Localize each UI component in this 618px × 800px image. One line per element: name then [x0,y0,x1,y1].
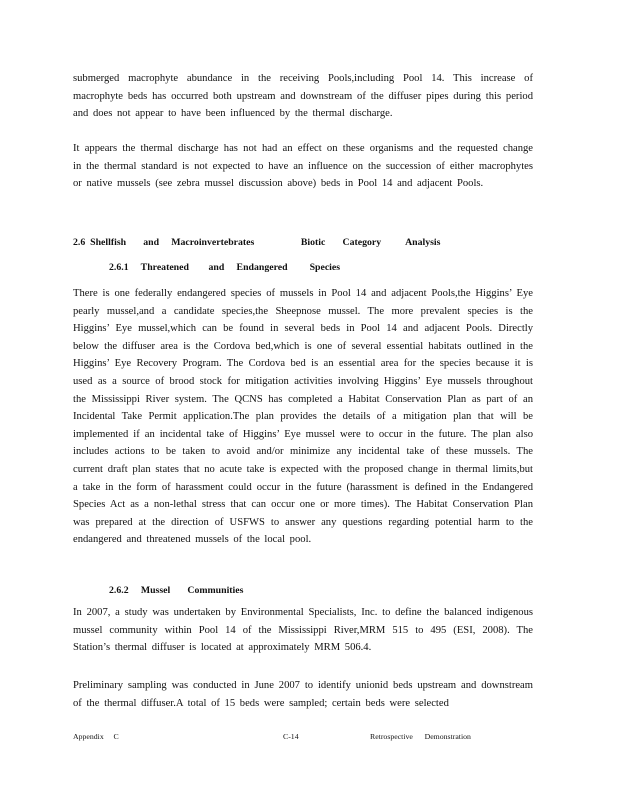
paragraph-mussel-study: In 2007, a study was undertaken by Environmental Specialists, Inc. to define the balanced indigenous mussel community within Pool 14 of the Mississippi River,MRM 515 to 495 (ESI, 2008). The Station’s thermal diffuser is located at approximately MRM 506.4. [73,607,533,654]
paragraph-endangered-species: There is one federally endangered species of mussels in Pool 14 and adjacent Pools,the Higgins’ Eye pearly mussel,and a candidate species,the Sheepnose mussel. The more prevalent species is the Higgins’ Eye mussel,which can be found in several beds in Pool 14 and adjacent Pools. Directly below the diffuser area is the Cordova bed,which is one of several essential habitats outlined in the Higgins’ Eye Recovery Program. The Cordova bed is an essential area for the species because it is used as a source of brood stock for mitigation activities involving Higgins’ Eye mussels throughout the Mississippi River system. The QCNS has completed a Habitat Conservation Plan as part of an Incidental Take Permit application.The plan provides the details of a mitigation plan that will be implemented if an incidental take of Higgins’ Eye mussel were to occur in the future. The plan also includes actions to be taken to avoid and/or minimize any incidental take of these mussels. The current draft plan states that no acute take is expected with the proposed change in thermal limits,but a take in the form of harassment could occur in the future (harassment is defined in the Endangered Species Act as a non-lethal stress that can occur one or more times). The Habitat Conservation Plan was prepared at the direction of USFWS to answer any questions regarding potential harm to the endangered and threatened mussels of the local pool. [73,288,533,546]
footer-page-number: C-14 [283,732,299,741]
paragraph-thermal-discharge-effect: It appears the thermal discharge has not had an effect on these organisms and the requested change in the thermal standard is not expected to have an influence on the succession of either macrophytes or native mussels (see zebra mussel discussion above) beds in Pool 14 and adjacent Pools. [73,143,533,190]
section-heading-2-6-2: 2.6.2 Mussel Communities [109,585,244,596]
section-heading-2-6: 2.6 Shellfish and Macroinvertebrates Biotic Category Analysis [73,237,441,248]
paragraph-preliminary-sampling: Preliminary sampling was conducted in June 2007 to identify unionid beds upstream and downstream of the thermal diffuser.A total of 15 beds were sampled; certain beds were selected [73,680,533,709]
section-heading-2-6-1: 2.6.1 Threatened and Endangered Species [109,262,341,273]
paragraph-macrophyte-abundance: submerged macrophyte abundance in the receiving Pools,including Pool 14. This increase of macrophyte beds has occurred both upstream and downstream of the diffuser pipes during this period and does not appear to have been influenced by the thermal discharge. [73,73,533,120]
footer-document-title: Retrospective Demonstration [370,732,471,741]
footer-appendix-label: Appendix C [73,732,119,741]
